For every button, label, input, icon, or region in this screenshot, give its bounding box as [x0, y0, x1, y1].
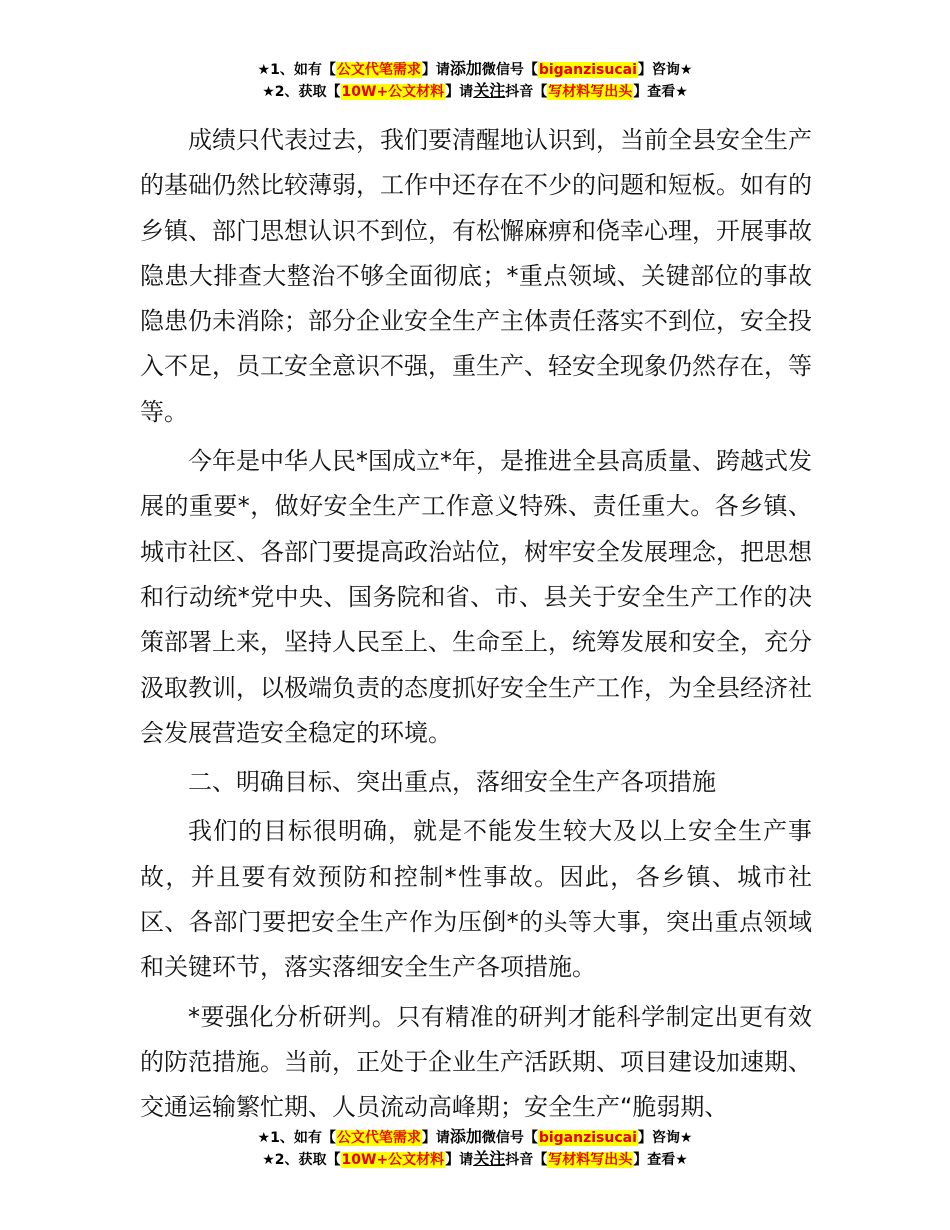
paragraph: 今年是中华人民*国成立*年，是推进全县高质量、跨越式发展的重要*，做好安全生产工作意义特殊、责任重大。各乡镇、城市社区、各部门要提高政治站位，树牢安全发展理念，把思想和行动统*党中央、国务院和省、市、县关于安全生产工作的决策部署上来，坚持人民至上、生命至上，统筹发展和安全，充分汲取教训，以极端负责的态度抓好安全生产工作，为全县经济社会发展营造安全稳定的环境。 — [140, 447, 812, 747]
banner-line-2 — [0, 1148, 950, 1170]
banner-text: 】请 — [421, 1130, 450, 1146]
banner-text: 抖音【 — [505, 84, 548, 100]
header-banner — [0, 58, 950, 102]
banner-text: 微信号【 — [481, 62, 538, 78]
paragraph: 成绩只代表过去，我们要清醒地认识到，当前全县安全生产的基础仍然比较薄弱，工作中还存在不少的问题和短板。如有的乡镇、部门思想认识不到位，有松懈麻痹和侥幸心理，开展事故隐患大排查大整治不够全面彻底；*重点领域、关键部位的事故隐患仍未消除；部分企业安全生产主体责任落实不到位，安全投入不足，员工安全意识不强，重生产、轻安全现象仍然存在，等等。 — [140, 126, 812, 426]
banner-text: ★2、获取【 — [262, 84, 341, 100]
banner-highlight: biganzisucai — [538, 1130, 637, 1146]
banner-highlight: biganzisucai — [538, 62, 637, 78]
banner-line-1 — [0, 58, 950, 80]
banner-highlight: 写材料写出头 — [548, 1152, 633, 1168]
paragraph: *要强化分析研判。只有精准的研判才能科学制定出更有效的防范措施。当前，正处于企业生产活跃期、项目建设加速期、交通运输繁忙期、人员流动高峰期；安全生产“脆弱期、 — [140, 1002, 812, 1122]
banner-emphasis: 关注 — [473, 1149, 506, 1168]
banner-line-1 — [0, 1126, 950, 1148]
banner-text: 微信号【 — [481, 1130, 538, 1146]
banner-text: 】请 — [445, 84, 474, 100]
section-heading: 二、明确目标、突出重点，落细安全生产各项措施 — [188, 768, 716, 797]
banner-text: 】查看★ — [633, 84, 688, 100]
banner-highlight: 公文代笔需求 — [336, 1130, 421, 1146]
banner-highlight: 10W+公文材料 — [341, 84, 445, 100]
banner-highlight: 10W+公文材料 — [341, 1152, 445, 1168]
banner-text: 】咨询★ — [637, 62, 693, 78]
banner-emphasis: 关注 — [473, 81, 506, 100]
banner-text: ★1、如有【 — [257, 1130, 336, 1146]
banner-highlight: 写材料写出头 — [548, 84, 633, 100]
banner-text: 抖音【 — [505, 1152, 548, 1168]
banner-text: ★2、获取【 — [262, 1152, 341, 1168]
banner-text: 】请 — [421, 62, 450, 78]
paragraph: 我们的目标很明确，就是不能发生较大及以上安全生产事故，并且要有效预防和控制*性事故。因此，各乡镇、城市社区、各部门要把安全生产作为压倒*的头等大事，突出重点领域和关键环节，落实落细安全生产各项措施。 — [140, 817, 812, 982]
banner-line-2 — [0, 80, 950, 102]
banner-highlight: 公文代笔需求 — [336, 62, 421, 78]
banner-emphasis: 添加 — [449, 59, 482, 78]
footer-banner — [0, 1126, 950, 1170]
document-body — [140, 118, 812, 1135]
banner-text: ★1、如有【 — [257, 62, 336, 78]
banner-text: 】查看★ — [633, 1152, 688, 1168]
banner-emphasis: 添加 — [449, 1127, 482, 1146]
banner-text: 】请 — [445, 1152, 474, 1168]
banner-text: 】咨询★ — [637, 1130, 693, 1146]
